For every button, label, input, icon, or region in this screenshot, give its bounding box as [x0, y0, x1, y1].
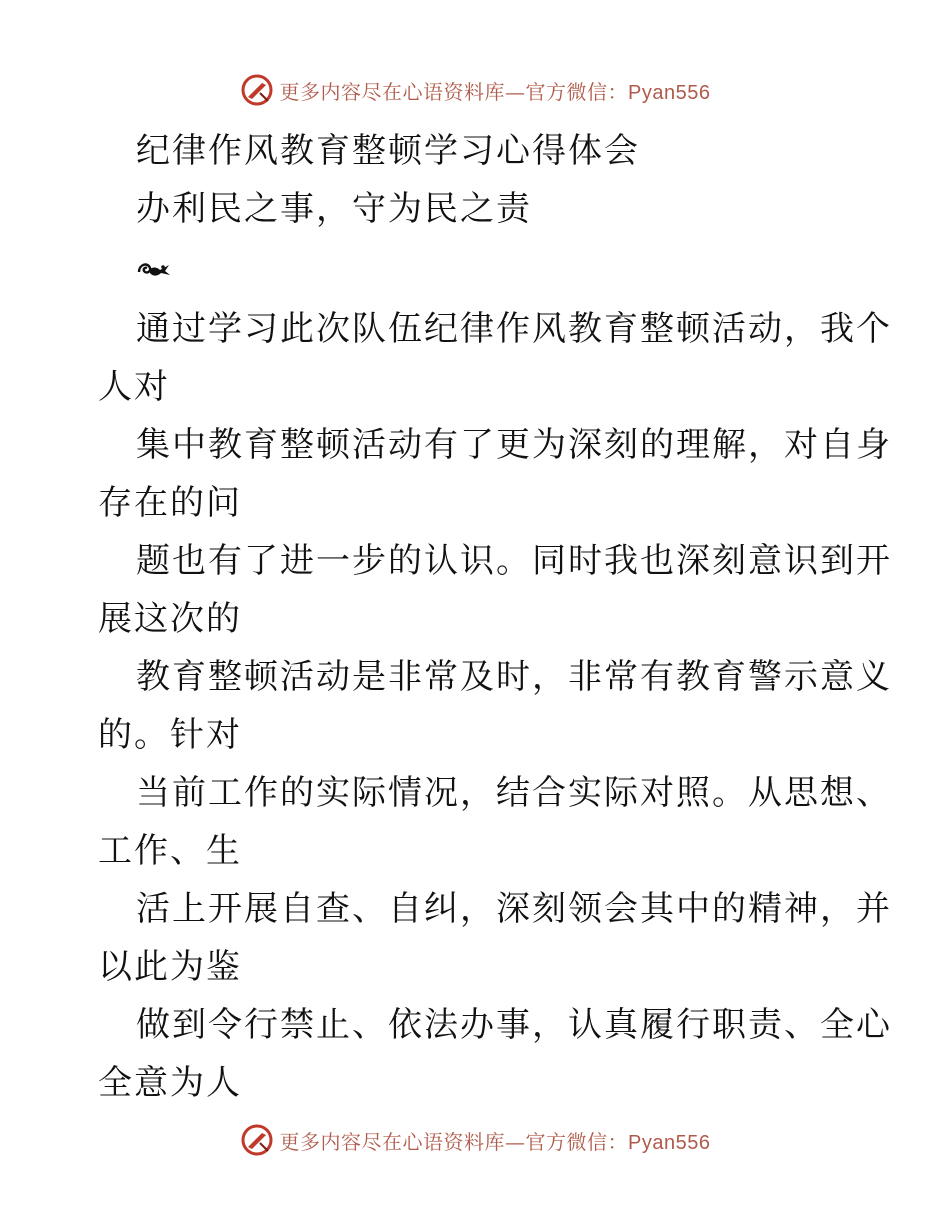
paragraph-line: 教育整顿活动是非常及时，非常有教育警示意义: [136, 657, 892, 697]
paragraph-line: 当前工作的实际情况，结合实际对照。从思想、: [136, 773, 892, 813]
paragraph-line: 人对: [98, 367, 170, 407]
footer-wechat-id: Pyan556: [628, 1131, 711, 1154]
paragraph-line: 存在的问: [98, 483, 242, 523]
paragraph-line: 以此为鉴: [98, 947, 242, 987]
paragraph-line: 题也有了进一步的认识。同时我也深刻意识到开: [136, 541, 892, 581]
header-wechat-id: Pyan556: [628, 81, 711, 104]
paragraph-line: 的。针对: [98, 715, 242, 755]
pen-logo-icon: [240, 73, 274, 107]
pen-logo-icon: [240, 1123, 274, 1157]
paragraph-line: 做到令行禁止、依法办事，认真履行职责、全心: [136, 1005, 892, 1045]
footer-banner-text: 更多内容尽在心语资料库—官方微信：Pyan556: [279, 1129, 711, 1154]
paragraph-line: 通过学习此次队伍纪律作风教育整顿活动，我个: [136, 309, 892, 349]
header-banner: [0, 70, 950, 110]
paragraph-line: 工作、生: [98, 831, 242, 871]
document-body: [98, 122, 892, 1112]
paragraph-line: 集中教育整顿活动有了更为深刻的理解，对自身: [136, 425, 892, 465]
paragraph-line: 展这次的: [98, 599, 242, 639]
header-banner-text: 更多内容尽在心语资料库—官方微信：Pyan556: [279, 79, 711, 104]
paragraph-line: 活上开展自查、自纠，深刻领会其中的精神，并: [136, 889, 892, 929]
ornament-row: [98, 238, 858, 300]
paragraph-line: 全意为人: [98, 1063, 242, 1103]
document-title: 纪律作风教育整顿学习心得体会: [136, 131, 640, 171]
fleuron-icon: [136, 256, 172, 282]
document-subtitle: 办利民之事，守为民之责: [136, 189, 532, 229]
footer-banner: [0, 1120, 950, 1160]
